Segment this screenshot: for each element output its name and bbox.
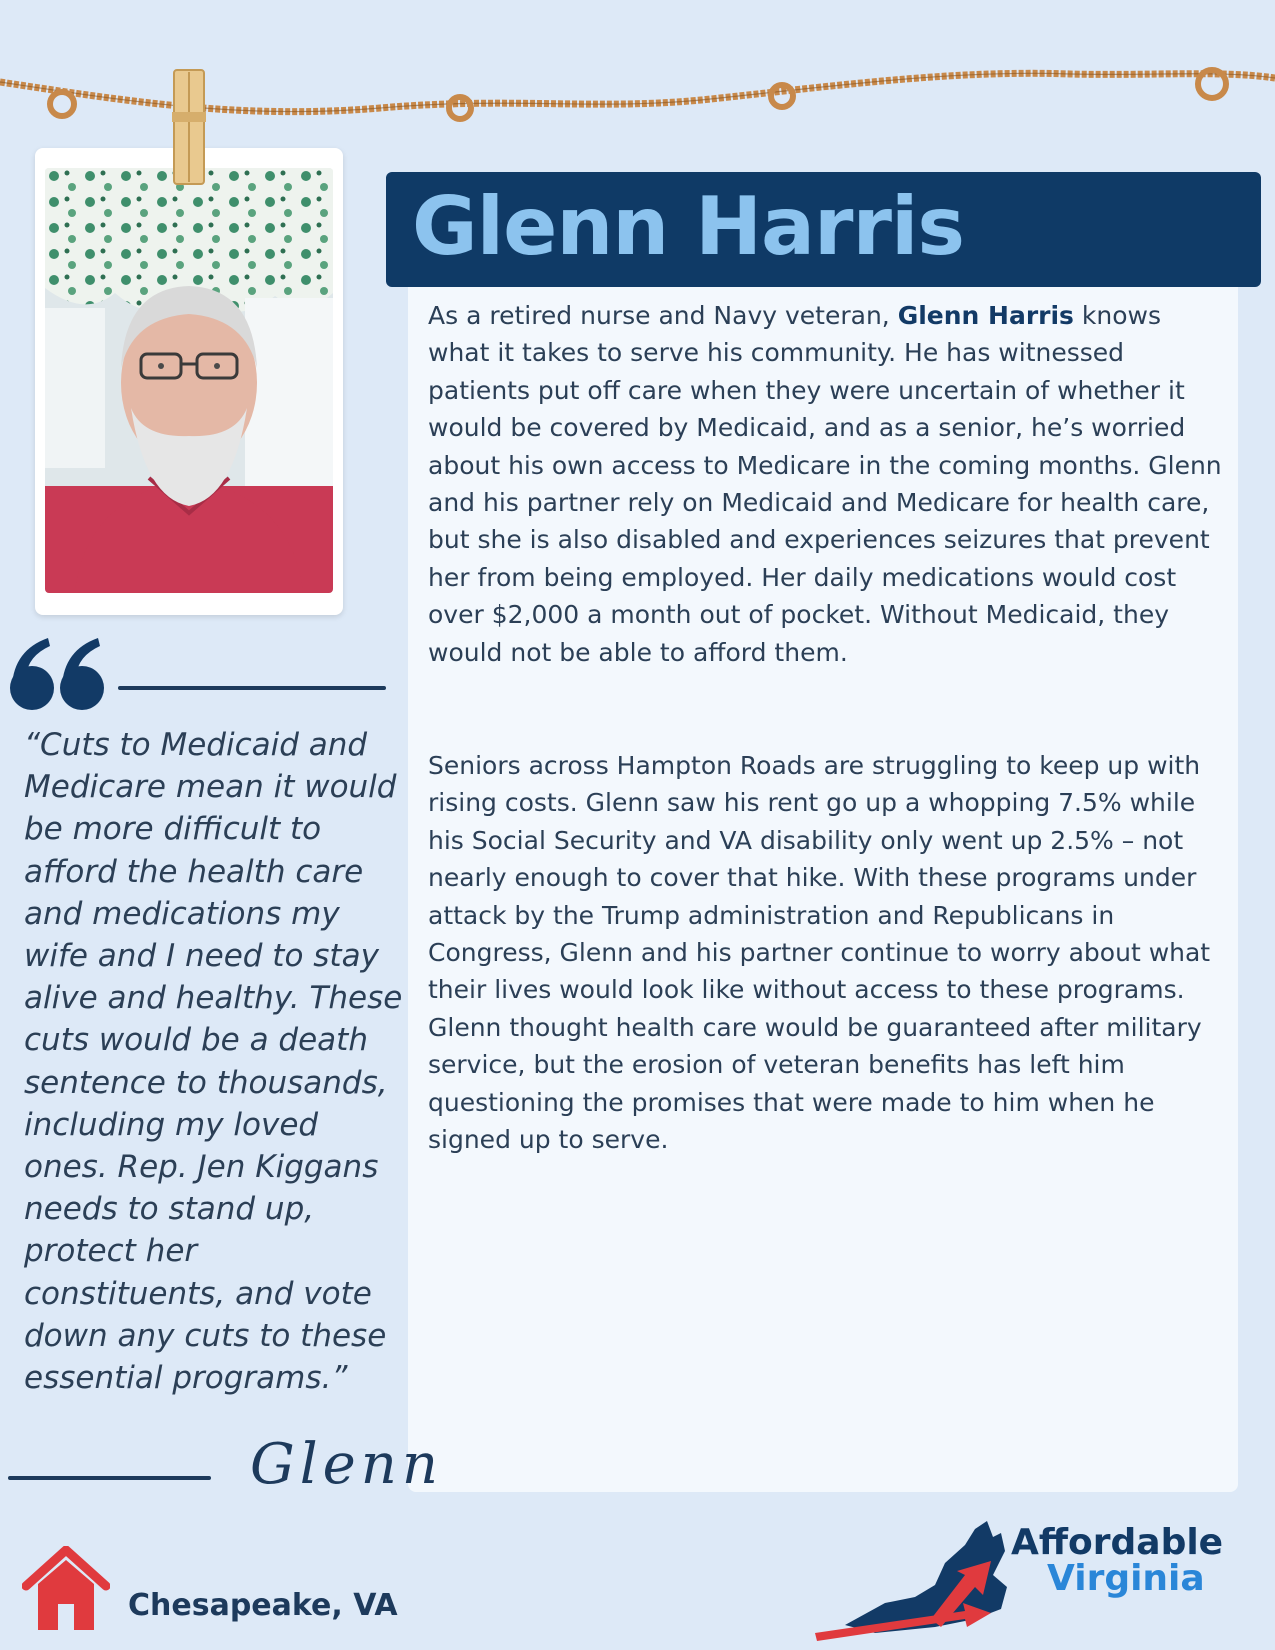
story-paragraph-1 xyxy=(428,297,1223,671)
profile-photo xyxy=(45,168,333,593)
story-intro-text: As a retired nurse and Navy veteran, xyxy=(428,301,898,330)
logo-text-line-2: Virginia xyxy=(1047,1558,1205,1599)
photo-frame xyxy=(35,148,343,615)
affordable-virginia-logo xyxy=(815,1515,1255,1645)
location-text: Chesapeake, VA xyxy=(128,1588,398,1623)
story-name-highlight: Glenn Harris xyxy=(897,301,1074,330)
quote-divider-top xyxy=(118,686,386,690)
page-title: Glenn Harris xyxy=(412,180,964,273)
testimonial-quote: “Cuts to Medicaid and Medicare mean it would be more difficult to afford the health care and medications my wife and I need to stay alive and healthy. These cuts would be a death sentence to thousands, including my loved ones. Rep. Jen Kiggans needs to stand up, protect her constituents, and vote down any cuts to these essential programs.” xyxy=(24,727,403,1397)
logo-text-line-1: Affordable xyxy=(1011,1522,1224,1563)
story-body-text: knows what it takes to serve his community. He has witnessed patients put off care when they were uncertain of whether it would be covered by Medicaid, and as a senior, he’s worried about his own access to Medicare in the coming months. Glenn and his partner rely on Medicaid and Medicare for health care, but she is also disabled and experiences seizures that prevent her from being employed. Her daily medications would cost over $2,000 a month out of pocket. Without Medicaid, they would not be able to afford them. xyxy=(428,301,1222,667)
name-banner xyxy=(386,172,1261,287)
story-panel xyxy=(408,287,1238,1492)
story-paragraph-2: Seniors across Hampton Roads are struggling to keep up with rising costs. Glenn saw his rent go up a whopping 7.5% while his Social Security and VA disability only went up 2.5% – not nearly enough to cover that hike. With these programs under attack by the Trump administration and Republicans in Congress, Glenn and his partner continue to worry about what their lives would look like without access to these programs. Glenn thought health care would be guaranteed after military service, but the erosion of veteran benefits has left him questioning the promises that were made to him when he signed up to serve. xyxy=(428,751,1211,1155)
clothespin-decoration xyxy=(170,68,208,186)
quote-divider-bottom xyxy=(8,1476,211,1480)
signature: Glenn xyxy=(250,1432,443,1497)
home-icon xyxy=(22,1546,110,1632)
quote-icon xyxy=(8,636,108,712)
